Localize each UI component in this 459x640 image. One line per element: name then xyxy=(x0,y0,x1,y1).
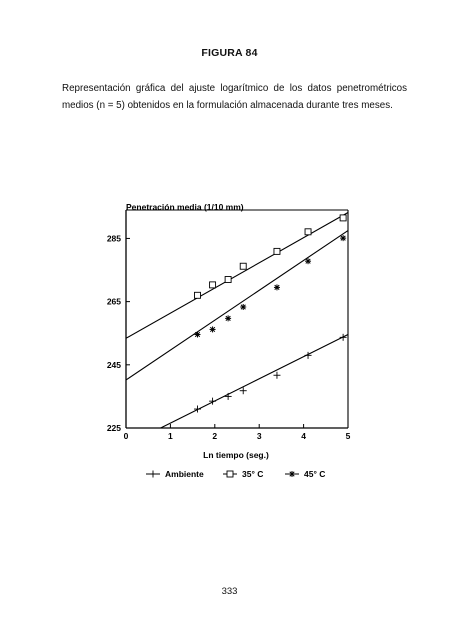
point-plus xyxy=(340,334,347,341)
point-square xyxy=(274,248,280,254)
point-square xyxy=(210,282,216,288)
legend-label-asterisk: 45° C xyxy=(304,469,326,479)
y-tick-label: 285 xyxy=(106,233,121,244)
legend-label-square: 35° C xyxy=(242,469,264,479)
page-number: 333 xyxy=(221,586,238,597)
point-asterisk xyxy=(274,284,280,290)
point-asterisk xyxy=(194,331,200,337)
point-plus xyxy=(194,406,201,413)
legend-marker-square xyxy=(227,471,233,477)
point-square xyxy=(225,277,231,283)
x-tick-label: 4 xyxy=(301,431,306,441)
point-asterisk xyxy=(225,315,231,321)
point-square xyxy=(340,215,346,221)
x-tick-label: 2 xyxy=(212,431,218,441)
figure-caption: Representación gráfica del ajuste logarítmico de los datos penetrométricos medios (n = 5) obtenidos en la formulación almacenada durante tres meses. xyxy=(62,83,407,111)
point-plus xyxy=(273,372,280,379)
fit-line-square xyxy=(126,213,348,339)
point-asterisk xyxy=(240,304,246,310)
x-tick-label: 5 xyxy=(345,431,351,441)
point-square xyxy=(305,229,311,235)
legend xyxy=(146,469,325,479)
x-tick-label: 1 xyxy=(168,431,173,441)
x-axis-label: Ln tiempo (seg.) xyxy=(203,450,269,460)
x-tick-label: 0 xyxy=(123,431,129,441)
legend-label-plus: Ambiente xyxy=(165,469,204,479)
y-tick-label: 225 xyxy=(106,423,121,433)
point-square xyxy=(194,292,200,298)
y-tick-label: 245 xyxy=(106,359,121,370)
data-points xyxy=(194,215,347,413)
point-plus xyxy=(225,393,232,400)
legend-marker-asterisk xyxy=(289,471,295,477)
tick-labels xyxy=(107,233,351,441)
x-tick-label: 3 xyxy=(256,431,262,441)
chart-title: Penetración media (1/10 mm) xyxy=(126,202,244,212)
legend-marker-plus xyxy=(150,471,157,478)
point-square xyxy=(240,263,246,269)
y-tick-label: 265 xyxy=(106,296,121,307)
point-asterisk xyxy=(340,235,346,241)
fit-line-plus xyxy=(161,334,348,428)
fit-lines xyxy=(126,213,348,428)
fit-line-asterisk xyxy=(126,231,348,380)
point-asterisk xyxy=(305,258,311,264)
figure-title: FIGURA 84 xyxy=(201,47,258,59)
point-asterisk xyxy=(210,326,216,332)
